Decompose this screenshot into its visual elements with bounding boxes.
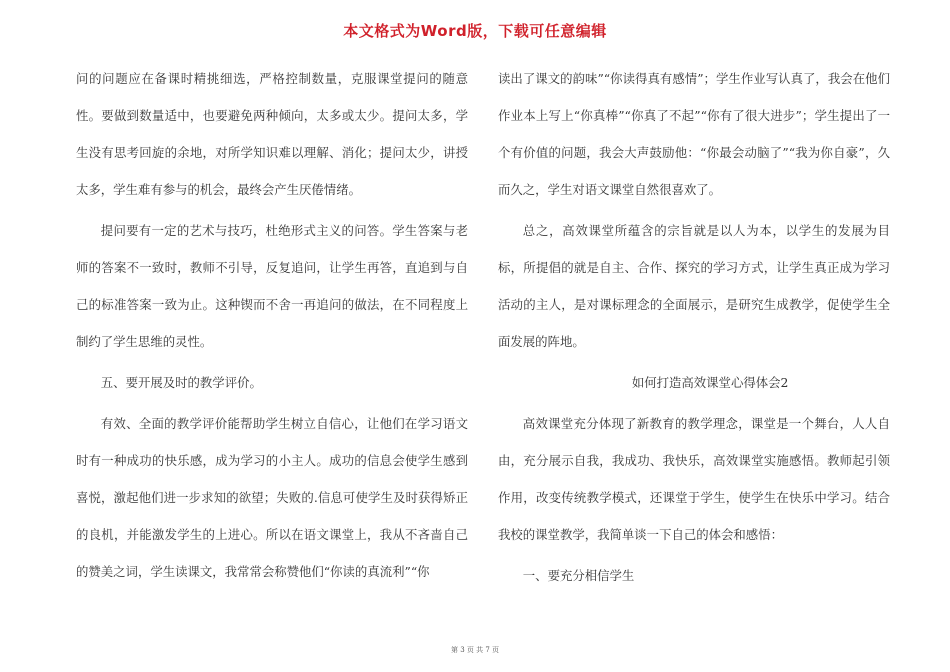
paragraph: 总之，高效课堂所蕴含的宗旨就是以人为本，以学生的发展为目标，所提倡的就是自主、合作、探究的学习方式，让学生真正成为学习活动的主人，是对课标理念的全面展示，是研究生成教学，促使学生全面发展的阵地。 [498,223,890,349]
paragraph: 提问要有一定的艺术与技巧，杜绝形式主义的问答。学生答案与老师的答案不一致时，教师不引导，反复追问，让学生再答，直追到与自己的标准答案一致为止。这种锲而不舍一再追问的做法，在不同程度上制约了学生思维的灵性。 [76,223,468,349]
right-column [498,60,890,594]
paragraph: 读出了课文的韵味”“你读得真有感情”；学生作业写认真了，我会在他们作业本上写上“你真棒”“你真了不起”“你有了很大进步”；学生提出了一个有价值的问题，我会大声鼓励他：“你最会动脑了”“我为你自豪”，久而久之，学生对语文课堂自然很喜欢了。 [498,71,890,197]
section-heading: 五、要开展及时的教学评价。 [100,375,262,390]
article-title: 如何打造高效课堂心得体会2 [631,375,789,390]
left-column [76,60,468,590]
paragraph: 有效、全面的教学评价能帮助学生树立自信心，让他们在学习语文时有一种成功的快乐感，成为学习的小主人。成功的信息会使学生感到喜悦，激起他们进一步求知的欲望；失败的.信息可使学生及时获得矫正的良机，并能激发学生的上进心。所以在语文课堂上，我从不吝啬自己的赞美之词，学生读课文，我常常会称赞他们“你读的真流利”“你 [76,416,468,579]
section-heading: 一、要充分相信学生 [522,568,635,583]
page-number: 第 3 页 共 7 页 [450,646,500,654]
paragraph: 高效课堂充分体现了新教育的教学理念，课堂是一个舞台，人人自由，充分展示自我，我成功、我快乐，高效课堂实施感悟。教师起引领作用，改变传统教学模式，还课堂于学生，使学生在快乐中学习。结合我校的课堂教学，我简单谈一下自己的体会和感悟： [498,416,890,542]
download-banner: 本文格式为Word版，下载可任意编辑 [343,22,607,40]
paragraph: 问的问题应在备课时精挑细选，严格控制数量，克服课堂提问的随意性。要做到数量适中，也要避免两种倾向，太多或太少。提问太多，学生没有思考回旋的余地，对所学知识难以理解、消化；提问太少，讲授太多，学生难有参与的机会，最终会产生厌倦情绪。 [76,71,468,197]
